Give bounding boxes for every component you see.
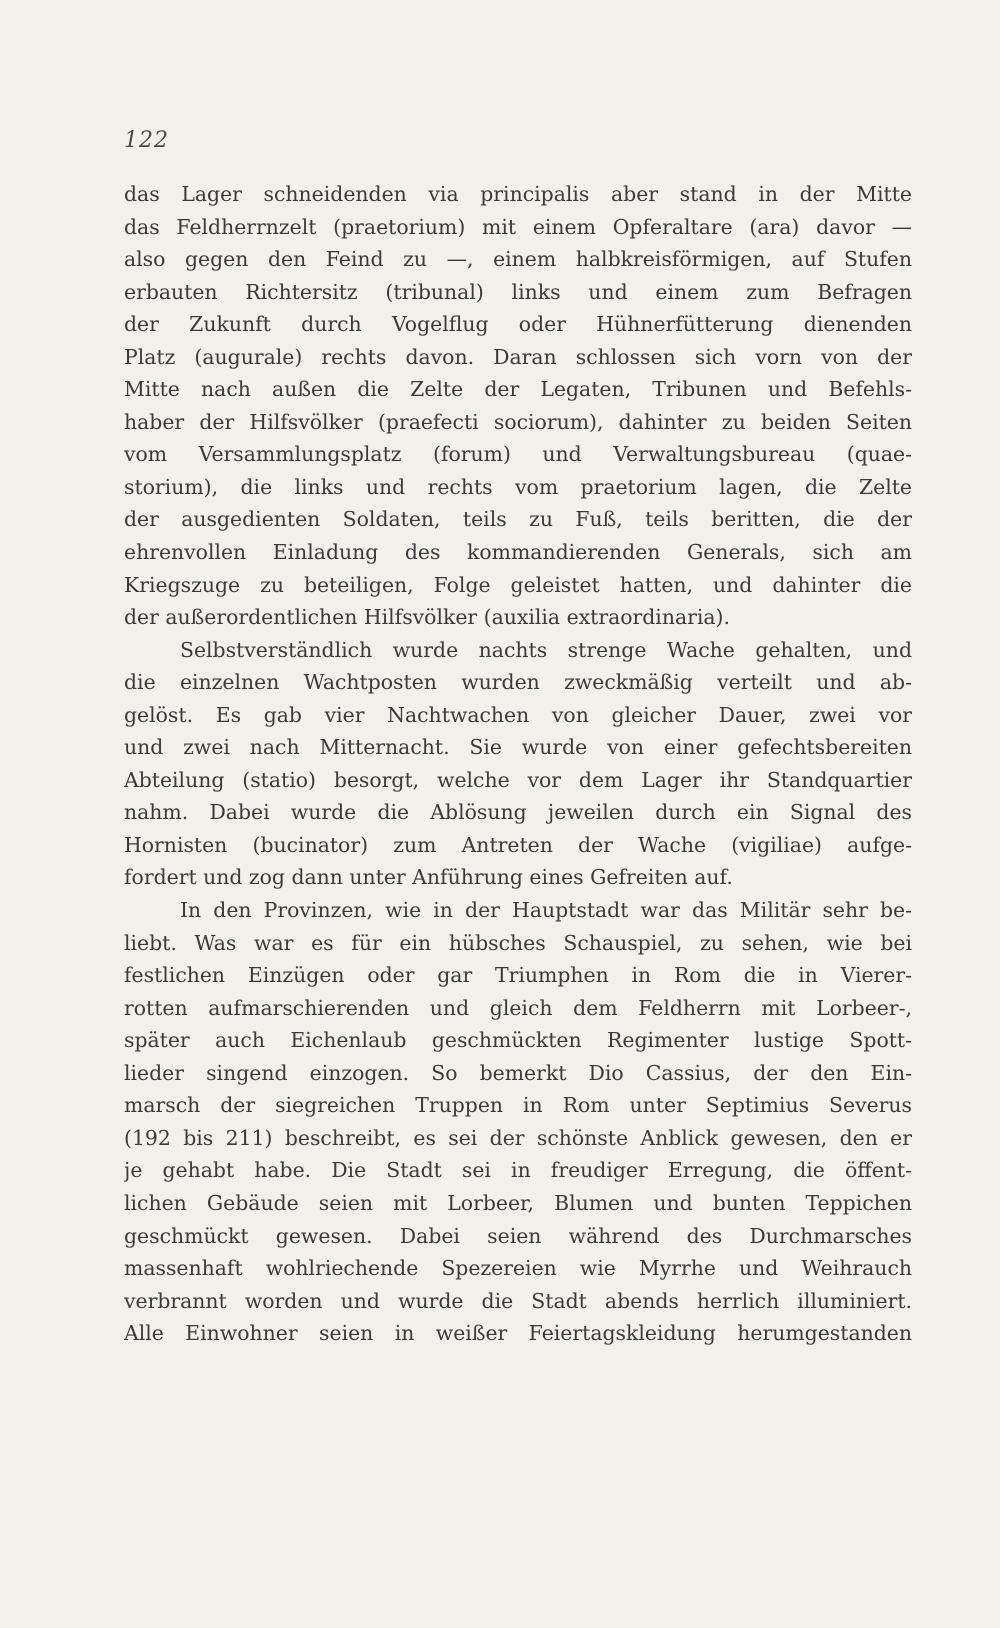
text-line: die einzelnen Wachtposten wurden zweckmäßig verteilt und ab-	[124, 670, 912, 695]
text-line: später auch Eichenlaub geschmückten Regimenter lustige Spott-	[124, 1028, 912, 1053]
text-line: verbrannt worden und wurde die Stadt abends herrlich illuminiert.	[124, 1288, 912, 1313]
text-line: haber der Hilfsvölker (praefecti sociorum), dahinter zu beiden Seiten	[124, 409, 912, 434]
text-line: Hornisten (bucinator) zum Antreten der Wache (vigiliae) aufge-	[124, 832, 912, 857]
text-line: liebt. Was war es für ein hübsches Schauspiel, zu sehen, wie bei	[124, 930, 912, 955]
text-line: marsch der siegreichen Truppen in Rom unter Septimius Severus	[124, 1093, 912, 1118]
text-line: lichen Gebäude seien mit Lorbeer, Blumen und bunten Teppichen	[124, 1190, 912, 1215]
text-line: erbauten Richtersitz (tribunal) links und einem zum Befragen	[124, 279, 912, 304]
text-line: geschmückt gewesen. Dabei seien während des Durchmarsches	[124, 1223, 912, 1248]
text-line: rotten aufmarschierenden und gleich dem Feldherrn mit Lorbeer-,	[124, 995, 912, 1020]
text-line: fordert und zog dann unter Anführung eines Gefreiten auf.	[124, 865, 733, 890]
text-line: also gegen den Feind zu —, einem halbkreisförmigen, auf Stufen	[124, 247, 912, 272]
text-line: storium), die links und rechts vom praetorium lagen, die Zelte	[124, 474, 912, 499]
text-line: festlichen Einzügen oder gar Triumphen in Rom die in Vierer-	[124, 963, 912, 988]
text-line: Mitte nach außen die Zelte der Legaten, Tribunen und Befehls-	[124, 377, 912, 402]
text-line: (192 bis 211) beschreibt, es sei der schönste Anblick gewesen, den er	[124, 1125, 912, 1150]
text-line: ehrenvollen Einladung des kommandierenden Generals, sich am	[124, 540, 912, 565]
text-line: massenhaft wohlriechende Spezereien wie Myrrhe und Weihrauch	[124, 1256, 912, 1281]
text-line: der Zukunft durch Vogelflug oder Hühnerfütterung dienenden	[124, 312, 912, 337]
text-line: Alle Einwohner seien in weißer Feiertagskleidung herumgestanden	[124, 1321, 912, 1346]
page-number: 122	[124, 128, 169, 153]
text-line: Kriegszuge zu beteiligen, Folge geleistet hatten, und dahinter die	[124, 572, 912, 597]
text-line: nahm. Dabei wurde die Ablösung jeweilen durch ein Signal des	[124, 800, 912, 825]
text-line: je gehabt habe. Die Stadt sei in freudiger Erregung, die öffent-	[124, 1158, 912, 1183]
text-line: und zwei nach Mitternacht. Sie wurde von einer gefechtsbereiten	[124, 735, 912, 760]
text-line: der ausgedienten Soldaten, teils zu Fuß, teils beritten, die der	[124, 507, 912, 532]
text-line: das Lager schneidenden via principalis aber stand in der Mitte	[124, 182, 912, 206]
text-line: lieder singend einzogen. So bemerkt Dio Cassius, der den Ein-	[124, 1060, 912, 1085]
text-line: Selbstverständlich wurde nachts strenge Wache gehalten, und	[180, 637, 912, 662]
text-line: In den Provinzen, wie in der Hauptstadt war das Militär sehr be-	[180, 898, 912, 923]
text-line: vom Versammlungsplatz (forum) und Verwaltungsbureau (quae-	[124, 442, 912, 467]
text-line: gelöst. Es gab vier Nachtwachen von gleicher Dauer, zwei vor	[124, 702, 912, 727]
text-line: das Feldherrnzelt (praetorium) mit einem Opferaltare (ara) davor —	[124, 214, 912, 239]
text-line: der außerordentlichen Hilfsvölker (auxilia extraordinaria).	[124, 605, 730, 630]
text-line: Platz (augurale) rechts davon. Daran schlossen sich vorn von der	[124, 344, 912, 369]
text-line: Abteilung (statio) besorgt, welche vor dem Lager ihr Standquartier	[124, 767, 912, 792]
body-text	[124, 178, 912, 1350]
